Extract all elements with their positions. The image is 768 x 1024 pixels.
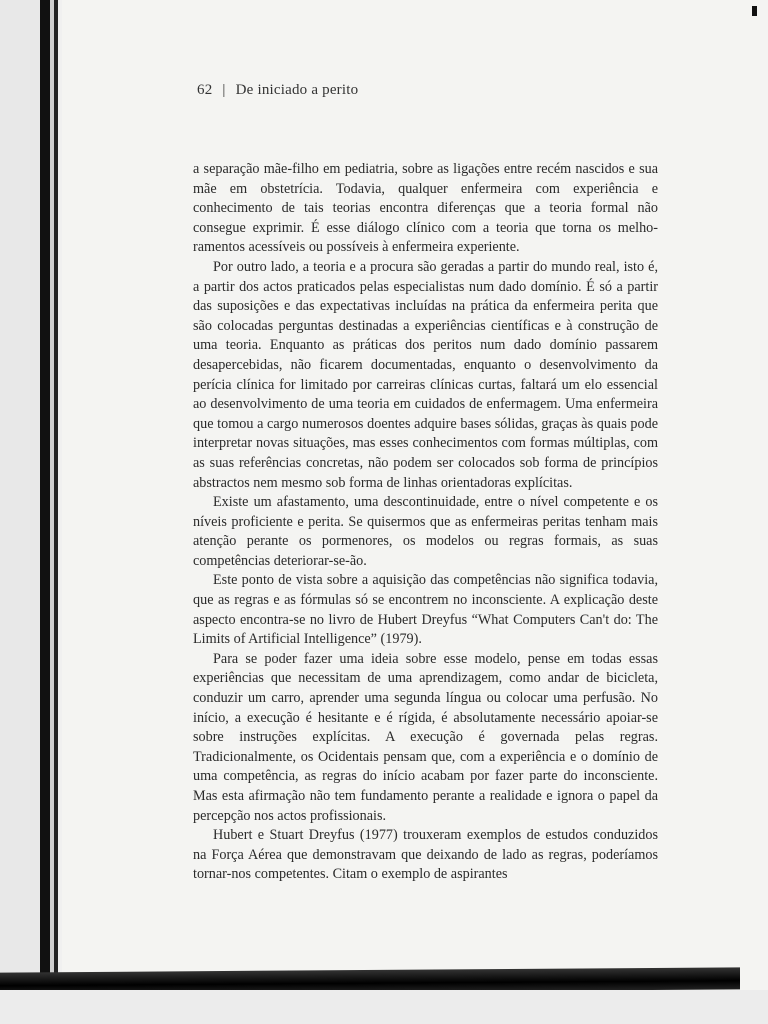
paragraph: Para se poder fazer uma ideia sobre esse modelo, pense em todas essas experiências que necessitam de uma aprendizagem, como andar de bicicleta, conduzir um carro, aprender uma segunda língua ou colocar uma perfusão. No início, a execução é hesitante e é rígida, é absolutamente necessário apoiar-se sobre instruções explícitas. A execução é governada pelas regras. Tradicionalmente, os Ocidentais pensam que, com a experiência e o domínio de uma competência, as regras do início acabam por fazer parte do inconsciente. Mas esta afirmação não tem fundamento perante a realidade e ignora o papel da percepção nos actos profissionais. <box>193 650 658 824</box>
chapter-title: De iniciado a perito <box>235 82 359 98</box>
body-text <box>193 160 658 885</box>
paragraph: Existe um afastamento, uma descontinuidade, entre o nível competente e os níveis proficiente e perita. Se quisermos que as enfermeiras peritas tenham mais atenção perante os pormenores, os modelos ou regras formais, as suas competências deteriorar-se-ão. <box>193 494 658 569</box>
header-separator: | <box>222 82 226 98</box>
paragraph: Este ponto de vista sobre a aquisição das competências não significa todavia, que as regras e as fórmulas só se encontrem no inconsciente. A explicação deste aspecto encontra-se no livro de Hubert Dreyfus “What Computers Can't do: The Limits of Artificial Intelligence” (1979). <box>193 572 658 648</box>
scan-edge <box>0 0 62 1024</box>
paragraph: a separação mãe-filho em pediatria, sobre as ligações entre recém nascidos e sua mãe em obstetrícia. Todavia, qualquer enfermeira com experiência e conhecimento de tais teorias encontra diferenças que a teoria formal não consegue exprimir. É esse diálogo clínico com a teoria que torna os melhoramentos acessíveis ou possíveis à enfermeira experiente. <box>193 161 658 256</box>
scan-bottom-margin <box>0 990 768 1024</box>
paragraph: Hubert e Stuart Dreyfus (1977) trouxeram exemplos de estudos conduzidos na Força Aérea que demonstravam que deixando de lado as regras, poderíamos tornar-nos competentes. Citam o exemplo de aspirantes <box>193 827 658 883</box>
scan-strip <box>40 0 50 1024</box>
scan-strip <box>0 0 40 1024</box>
corner-mark <box>752 6 757 16</box>
scan-strip <box>58 0 62 1024</box>
running-head <box>197 82 358 99</box>
paragraph: Por outro lado, a teoria e a procura são geradas a partir do mundo real, isto é, a partir dos actos praticados pelas especialistas num dado domínio. É só a partir das suposições e das expectativas incluídas na prática da enfermeira perita que são colocadas perguntas destinadas a experiências científicas e à construção de uma teoria. Enquanto as práticas dos peritos num dado domínio passarem desapercebidas, não ficarem documentadas, enquanto o desenvolvimento da perícia clínica for limitado por carreiras clínicas curtas, faltará um elo essencial ao desenvolvimento de uma teoria em cuidados de enfermagem. Uma enfermeira que tomou a cargo numerosos doentes adquire bases sólidas, graças às quais pode interpretar novas situações, mas esses conhecimentos com formas múltiplas, com as suas referências concretas, não podem ser colocados sob forma de princípios abstractos nem mesmo sob forma de linhas orientadoras explícitas. <box>193 258 658 491</box>
page-number: 62 <box>197 82 213 98</box>
